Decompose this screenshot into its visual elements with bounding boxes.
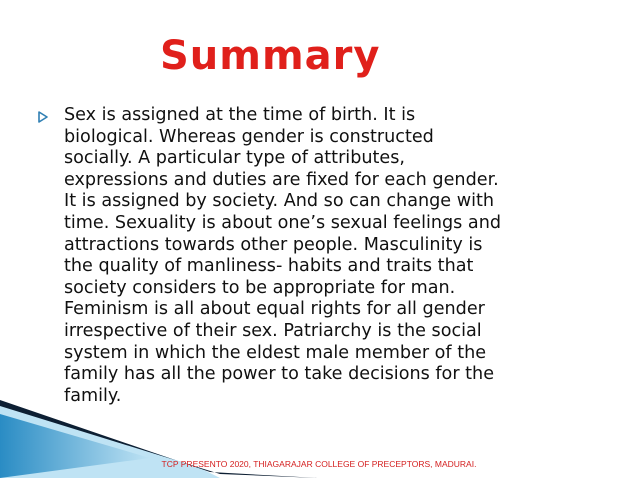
triangle-right-icon-shape — [38, 111, 48, 123]
footer-text: TCP PRESENTO 2020, THIAGARAJAR COLLEGE OF PRECEPTORS, MADURAI. — [161, 459, 477, 469]
summary-text: Sex is assigned at the time of birth. It is biological. Whereas gender is constructed socially. A particular type of attributes, expressions and duties are fixed for each gender. It is assigned by society. And so can change with time. Sexuality is about one’s sexual feelings and attractions towards other people. Masculinity is the quality of manliness- habits and traits that society considers to be appropriate for man. Feminism is all about equal rights for all gender irrespective of their sex. Patriarchy is the social system in which the eldest male member of the family has all the power to take decisions for the family. — [64, 105, 502, 406]
triangle-right-icon — [38, 105, 64, 123]
bullet-item — [38, 105, 618, 407]
slide-title: Summary — [160, 33, 381, 79]
